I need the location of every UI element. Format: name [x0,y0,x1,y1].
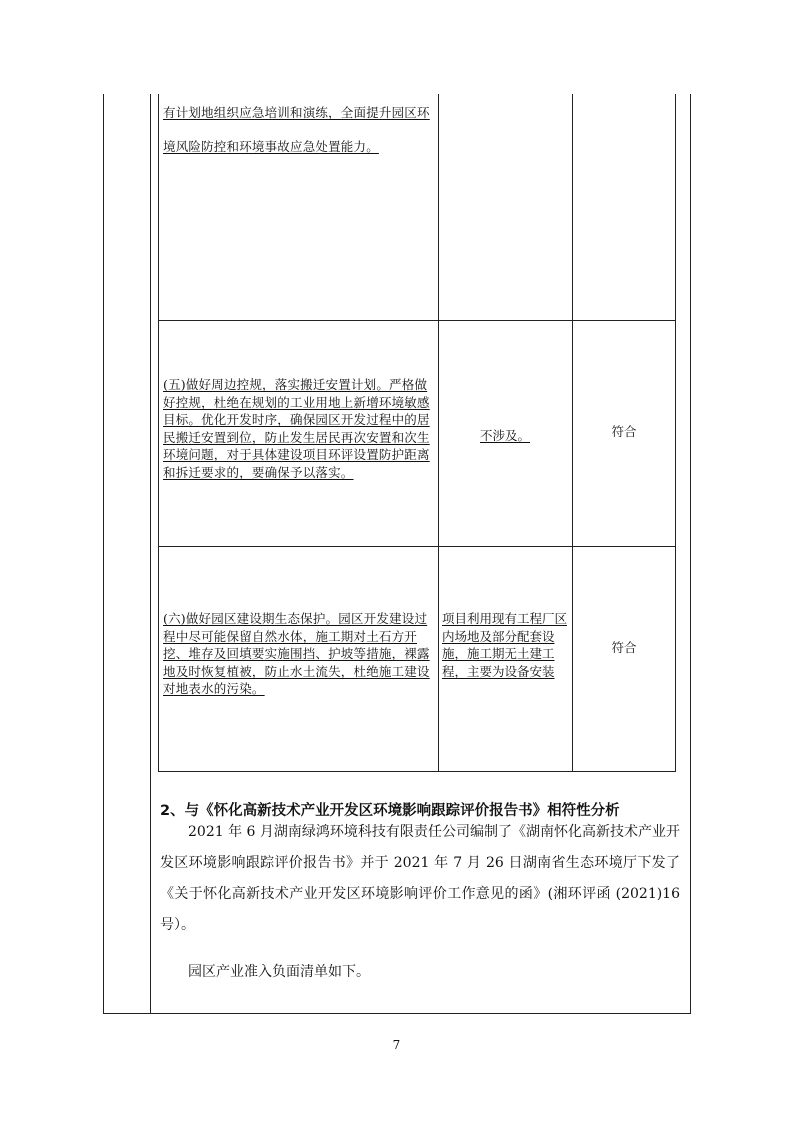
column-divider [438,321,439,546]
section-heading: 2、与《怀化高新技术产业开发区环境影响跟踪评价报告书》相符性分析 [160,803,620,819]
column-divider [572,321,573,546]
negative-list-intro: 园区产业准入负面清单如下。 [188,964,370,980]
table-row [158,547,676,772]
requirement-text: (六)做好园区建设期生态保护。园区开发建设过程中尽可能保留自然水体，施工期对土石方开挖、堆存及回填要实施围挡、护坡等措施，裸露地及时恢复植被，防止水土流失，杜绝施工建设对地表水的污染。 [163,611,430,696]
compliance-result: 符合 [611,640,637,655]
requirement-text: 有计划地组织应急培训和演练，全面提升园区环境风险防控和环境事故应急处置能力。 [163,105,430,154]
column-divider [572,94,573,320]
outer-column-divider [150,94,151,1014]
requirement-text: (五)做好周边控规，落实搬迁安置计划。严格做好控规，杜绝在规划的工业用地上新增环境敏感目标。优化开发时序，确保园区开发过程中的居民搬迁安置到位，防止发生居民再次安置和次生环境问题，对于具体建设项目环评设置防护距离和拆迁要求的，要确保予以落实。 [163,377,430,480]
column-divider [438,94,439,320]
requirements-table [158,94,676,772]
project-situation-text: 不涉及。 [479,428,530,443]
page-number: 7 [392,1038,401,1052]
compliance-result: 符合 [611,424,637,439]
project-situation-text: 项目利用现有工程厂区内场地及部分配套设施，施工期无土建工程，主要为设备安装 [442,611,568,679]
column-divider [572,547,573,771]
table-row [158,321,676,547]
analysis-paragraph: 2021 年 6 月湖南绿鸿环境科技有限责任公司编制了《湖南怀化高新技术产业开发区环境影响跟踪评价报告书》并于 2021 年 7 月 26 日湖南省生态环境厅下发了《关于怀化高新技术产业开发区环境影响评价工作意见的函》(湘环评函 (2021)16 号）。 [160,824,680,933]
table-row [158,94,676,321]
column-divider [438,547,439,771]
